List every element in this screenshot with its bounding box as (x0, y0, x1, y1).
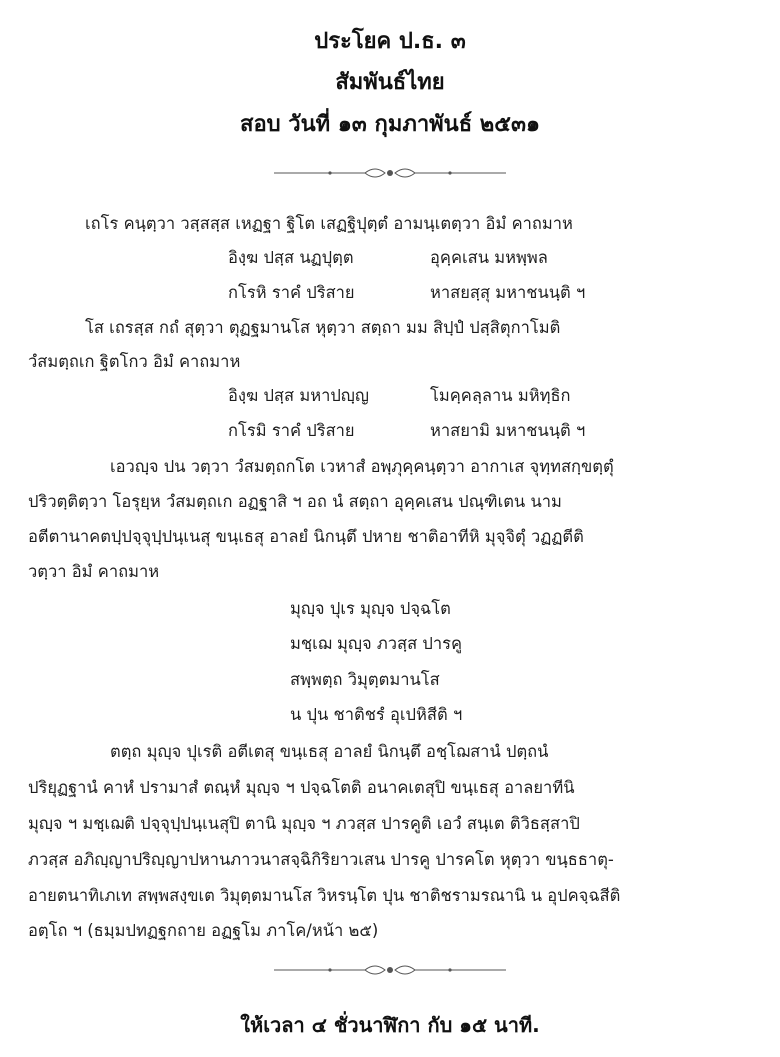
time-allowed: ให้เวลา ๔ ชั่วนาฬิกา กับ ๑๕ นาที. (240, 1013, 540, 1037)
verse-3-line-1: มุญฺจ ปุเร มุญฺจ ปจฺฉโต (290, 599, 451, 618)
paragraph-2-line-1: โส เถรสฺส กถํ สุตฺวา ตุฏฐมานโส หุตฺวา สตฺถา มม สิปฺปํ ปสฺสิตุกาโมติ (85, 318, 561, 337)
verse-1-line-2-right: หาสยสฺสุ มหาชนนฺติ ฯ (430, 283, 586, 302)
paragraph-4-line-4: ภวสฺส อภิญฺญาปริญฺญาปหานภาวนาสจฺฉิกิริยาวเสน ปารคู ปารคโต หุตฺวา ขนฺธธาตุ- (28, 850, 614, 869)
verse-3-line-3: สพฺพตฺถ วิมุตฺตมานโส (290, 670, 440, 689)
verse-2-line-1-right: โมคฺคลฺลาน มหิทฺธิก (430, 386, 571, 405)
verse-2-line-2-right: หาสยามิ มหาชนนฺติ ฯ (430, 421, 586, 440)
paragraph-4-line-2: ปริยุฏฐานํ คาหํ ปรามาสํ ตณฺหํ มุญฺจ ฯ ปจฺฉโตติ อนาคเตสุปิ ขนฺเธสุ อาลยาทีนิ (28, 778, 575, 797)
verse-2-line-1-left: อิงฺฆ ปสฺส มหาปญฺญ (228, 386, 369, 405)
paragraph-4-line-1: ตตฺถ มุญฺจ ปุเรติ อตีเตสุ ขนฺเธสุ อาลยํ นิกนฺตึ อชฺโฌสานํ ปตฺถนํ (110, 742, 549, 761)
verse-1-line-1-left: อิงฺฆ ปสฺส นฏปุตฺต (228, 248, 354, 267)
exam-date: สอบ วันที่ ๑๓ กุมภาพันธ์ ๒๕๓๑ (240, 112, 540, 137)
verse-1-line-1-right: อุคฺคเสน มหพฺพล (430, 248, 548, 267)
paragraph-4-line-5: อายตนาทิเภเท สพฺพสงฺขเต วิมุตฺตมานโส วิหรนฺโต ปุน ชาติชรามรณานิ น อุปคจฺฉสีติ (28, 886, 621, 905)
paragraph-3-line-4: วตฺวา อิมํ คาถมาห (28, 562, 160, 581)
paragraph-3-line-3: อตีตานาคตปฺปจฺจุปฺปนฺเนสุ ขนฺเธสุ อาลยํ นิกนฺตึ ปหาย ชาติอาทีหิ มุจฺจิตุํ วฏฏตีติ (28, 527, 584, 546)
verse-1-line-2-left: กโรหิ ราคํ ปริสาย (228, 283, 355, 302)
paragraph-1-line: เถโร คนฺตฺวา วสฺสสฺส เหฏฐา ฐิโต เสฏฐิปุตฺตํ อามนฺเตตฺวา อิมํ คาถมาห (85, 214, 573, 233)
exam-title: ประโยค ป.ธ. ๓ (314, 29, 466, 54)
verse-3-line-2: มชฺเฌ มุญฺจ ภวสฺส ปารคู (290, 634, 463, 653)
verse-2-line-2-left: กโรมิ ราคํ ปริสาย (228, 421, 355, 440)
paragraph-4-line-6: อตฺโถ ฯ (ธมฺมปทฏฐกถาย อฏฐโม ภาโค/หน้า ๒๕) (28, 921, 379, 940)
ornament-divider-bottom (270, 960, 510, 980)
paragraph-3-line-1: เอวญฺจ ปน วตฺวา วํสมตฺถกโต เวหาสํ อพฺภุคฺคนฺตฺวา อากาเส จุทฺทสกฺขตฺตุํ (110, 457, 614, 476)
paragraph-4-line-3: มุญฺจ ฯ มชฺเฌติ ปจฺจุปฺปนฺเนสุปิ ตานิ มุญฺจ ฯ ภวสฺส ปารคูติ เอวํ สนฺเต ติวิธสฺสาปิ (28, 814, 580, 833)
paragraph-2-line-2: วํสมตฺถเก ฐิตโกว อิมํ คาถมาห (28, 352, 241, 371)
verse-3-line-4: น ปุน ชาติชรํ อุเปหิสีติ ฯ (290, 705, 463, 724)
exam-subject: สัมพันธ์ไทย (335, 70, 445, 95)
ornament-divider-top (270, 163, 510, 183)
paragraph-3-line-2: ปริวตฺติตฺวา โอรุยฺห วํสมตฺถเก อฏฐาสิ ฯ อถ นํ สตฺถา อุคฺคเสน ปณฺฑิเตน นาม (28, 492, 562, 511)
